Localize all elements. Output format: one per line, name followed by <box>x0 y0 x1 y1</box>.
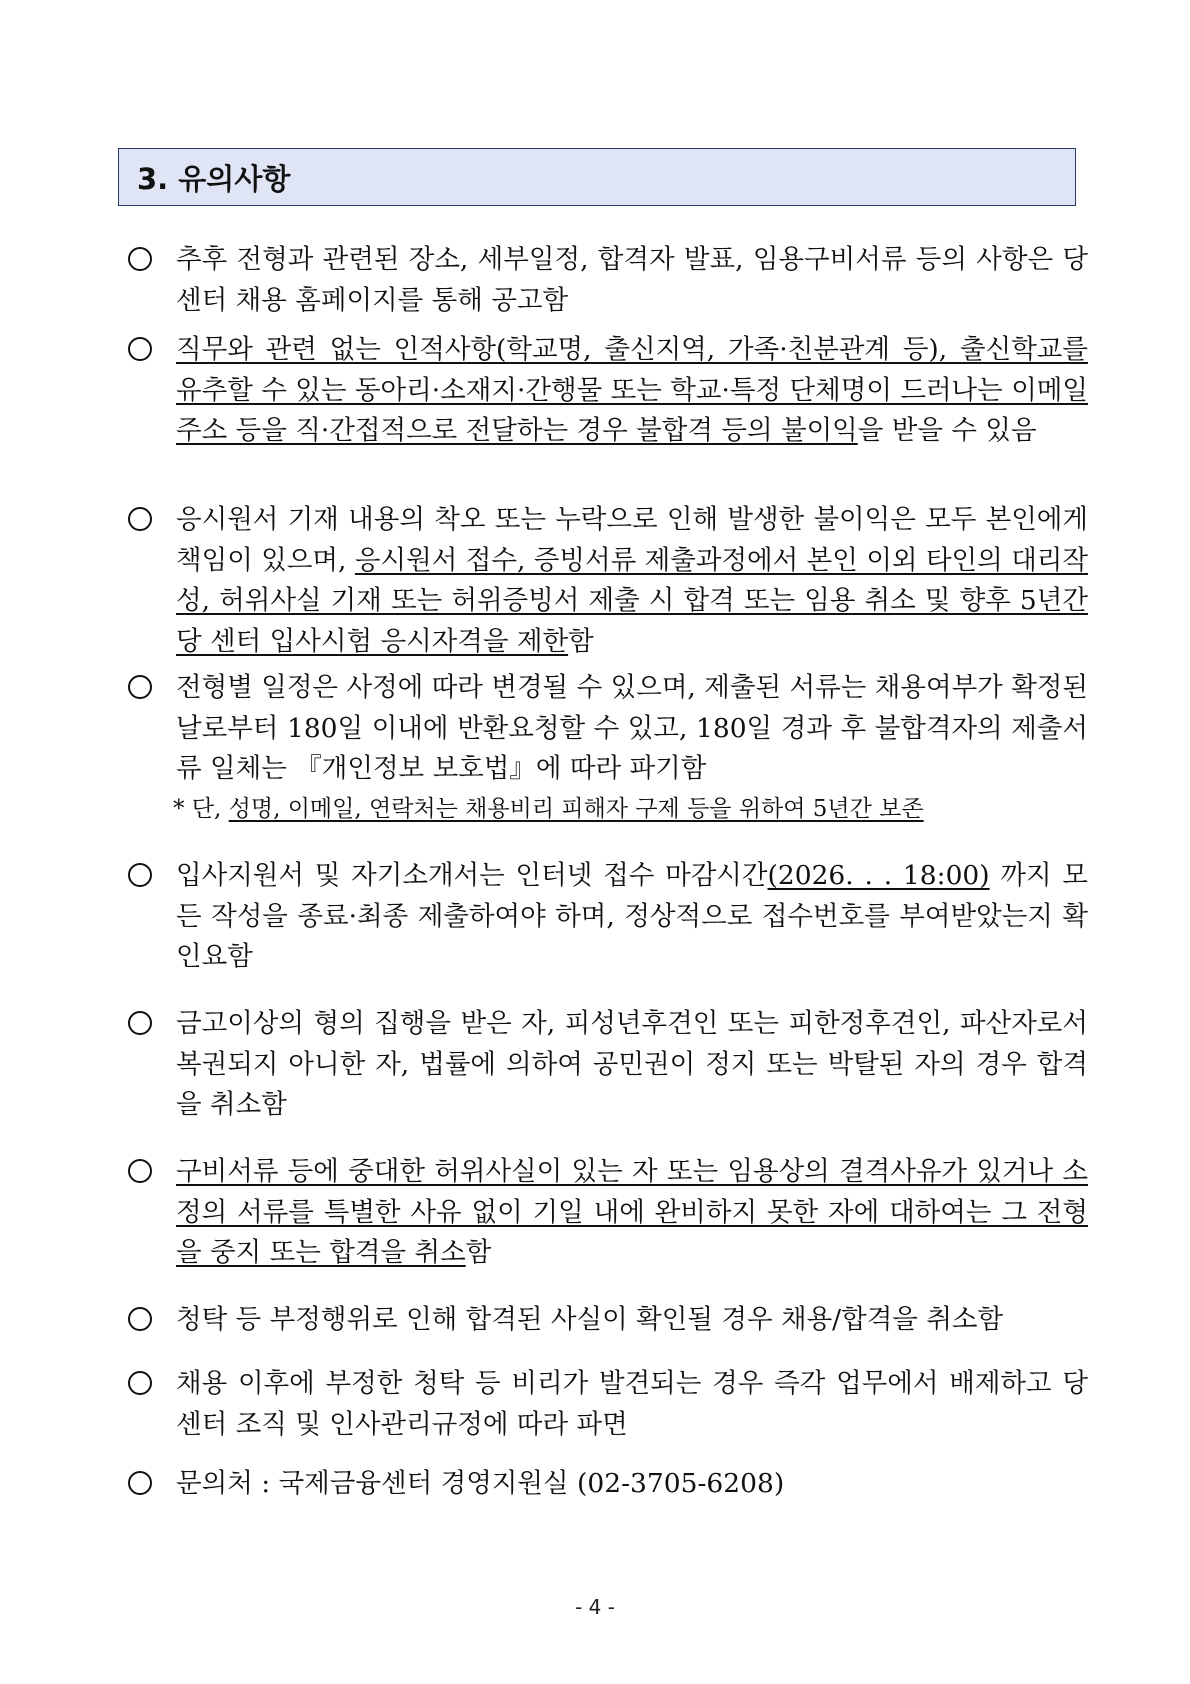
notice-text: 입사지원서 및 자기소개서는 인터넷 접수 마감시간(2026. . . 18:00) 까지 모든 작성을 종료·최종 제출하여야 하며, 정상적으로 접수번호를 부여받았는지 확인요함 <box>176 860 1089 972</box>
notice-text: 직무와 관련 없는 인적사항(학교명, 출신지역, 가족·친분관계 등), 출신학교를 유추할 수 있는 동아리·소재지·간행물 또는 학교·특정 단체명이 드러나는 이메일 주소 등을 직·간접적으로 전달하는 경우 불합격 등의 불이익을 받을 수 있음 <box>176 334 1088 446</box>
circle-bullet-icon <box>128 1159 152 1183</box>
notice-item-6 <box>128 1004 1088 1126</box>
notice-text: 응시원서 기재 내용의 착오 또는 누락으로 인해 발생한 불이익은 모두 본인에게 책임이 있으며, 응시원서 접수, 증빙서류 제출과정에서 본인 이외 타인의 대리작성, 허위사실 기재 또는 허위증빙서 제출 시 합격 또는 임용 취소 및 향후 5년간 당 센터 입사시험 응시자격을 제한함 <box>176 504 1088 657</box>
notice-text: 청탁 등 부정행위로 인해 합격된 사실이 확인될 경우 채용/합격을 취소함 <box>176 1304 1004 1335</box>
notice-text: 문의처 : 국제금융센터 경영지원실 (02-3705-6208) <box>176 1468 785 1499</box>
circle-bullet-icon <box>128 507 152 531</box>
circle-bullet-icon <box>128 1471 152 1495</box>
notice-text: 금고이상의 형의 집행을 받은 자, 피성년후견인 또는 피한정후견인, 파산자로서 복권되지 아니한 자, 법률에 의하여 공민권이 정지 또는 박탈된 자의 경우 합격을 취소함 <box>176 1008 1088 1120</box>
circle-bullet-icon <box>128 675 152 699</box>
notice-text: 추후 전형과 관련된 장소, 세부일정, 합격자 발표, 임용구비서류 등의 사항은 당 센터 채용 홈페이지를 통해 공고함 <box>176 244 1088 316</box>
circle-bullet-icon <box>128 863 152 887</box>
notice-text: 구비서류 등에 중대한 허위사실이 있는 자 또는 임용상의 결격사유가 있거나 소정의 서류를 특별한 사유 없이 기일 내에 완비하지 못한 자에 대하여는 그 전형을 중지 또는 합격을 취소함 <box>176 1156 1088 1268</box>
notice-item-4 <box>128 668 1088 790</box>
notice-item-3 <box>128 500 1088 662</box>
section-header <box>118 148 1076 206</box>
circle-bullet-icon <box>128 1371 152 1395</box>
notice-item-1 <box>128 240 1088 321</box>
section-title: 3. 유의사항 <box>137 161 291 196</box>
page-number: - 4 - <box>575 1595 615 1619</box>
circle-bullet-icon <box>128 247 152 271</box>
circle-bullet-icon <box>128 1307 152 1331</box>
notice-item-8 <box>128 1300 1088 1341</box>
notice-text: 전형별 일정은 사정에 따라 변경될 수 있으며, 제출된 서류는 채용여부가 확정된 날로부터 180일 이내에 반환요청할 수 있고, 180일 경과 후 불합격자의 제출서류 일체는 『개인정보 보호법』에 따라 파기함 <box>176 672 1088 784</box>
circle-bullet-icon <box>128 337 152 361</box>
circle-bullet-icon <box>128 1011 152 1035</box>
retention-note: * 단, 성명, 이메일, 연락처는 채용비리 피해자 구제 등을 위하여 5년간 보존 <box>173 796 924 822</box>
notice-text: 채용 이후에 부정한 청탁 등 비리가 발견되는 경우 즉각 업무에서 배제하고 당 센터 조직 및 인사관리규정에 따라 파면 <box>176 1368 1088 1440</box>
notice-item-2 <box>128 330 1088 452</box>
notice-item-9 <box>128 1364 1088 1445</box>
notice-item-7 <box>128 1152 1088 1274</box>
notice-item-5 <box>128 856 1088 978</box>
notice-item-10 <box>128 1464 1088 1505</box>
